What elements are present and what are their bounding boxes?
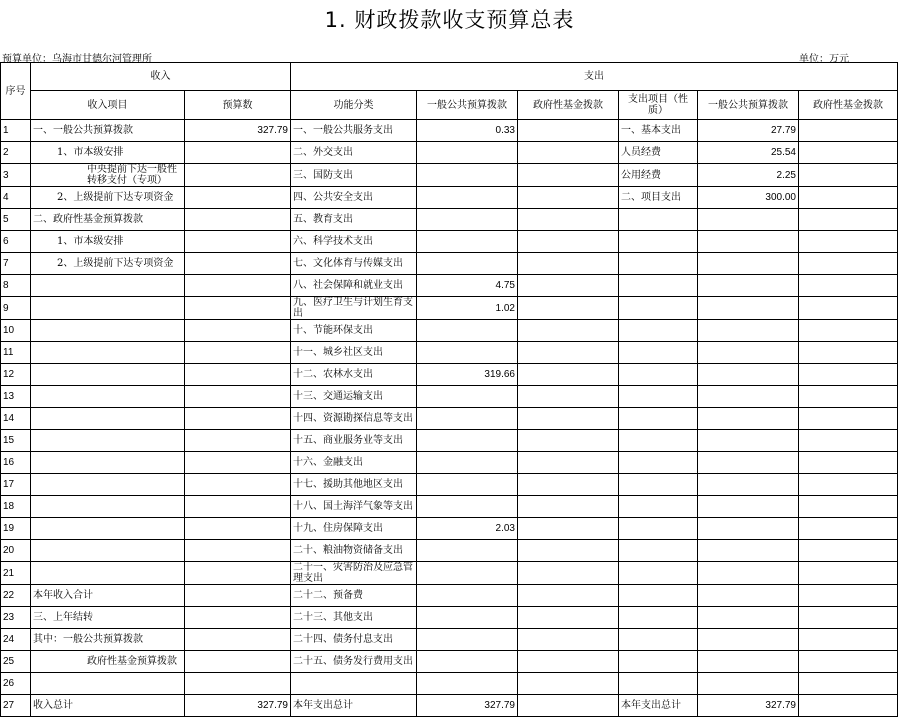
budget-summary-table (0, 62, 898, 717)
cell-income-item: 三、上年结转 (31, 607, 185, 629)
cell-general-public (417, 496, 518, 518)
cell-seq: 19 (1, 518, 31, 540)
cell-exp-nature (619, 297, 698, 320)
cell-gov-fund (518, 297, 619, 320)
cell-general-public-2 (698, 342, 799, 364)
cell-budget-amount: 327.79 (185, 120, 291, 142)
cell-general-public-2 (698, 540, 799, 562)
cell-general-public: 4.75 (417, 275, 518, 297)
cell-income-item (31, 474, 185, 496)
cell-gov-fund-2 (799, 209, 898, 231)
header-exp-item-nature: 支出项目（性质） (619, 91, 698, 120)
table-header (1, 63, 898, 120)
cell-exp-nature (619, 231, 698, 253)
cell-general-public: 319.66 (417, 364, 518, 386)
cell-gov-fund-2 (799, 275, 898, 297)
cell-general-public (417, 209, 518, 231)
cell-seq: 13 (1, 386, 31, 408)
cell-gov-fund-2 (799, 518, 898, 540)
table-row (1, 320, 898, 342)
header-budget-amount: 预算数 (185, 91, 291, 120)
cell-gov-fund (518, 275, 619, 297)
cell-general-public (417, 430, 518, 452)
cell-general-public (417, 408, 518, 430)
cell-seq: 23 (1, 607, 31, 629)
cell-exp-nature (619, 673, 698, 695)
cell-general-public-2 (698, 496, 799, 518)
cell-budget-amount (185, 562, 291, 585)
cell-gov-fund (518, 629, 619, 651)
cell-budget-amount (185, 673, 291, 695)
cell-exp-nature (619, 320, 698, 342)
table-row (1, 695, 898, 717)
cell-gov-fund (518, 320, 619, 342)
cell-gov-fund (518, 120, 619, 142)
cell-gov-fund (518, 430, 619, 452)
cell-function-class: 二十二、预备费 (291, 585, 417, 607)
cell-budget-amount (185, 164, 291, 187)
table-row (1, 607, 898, 629)
cell-gov-fund-2 (799, 651, 898, 673)
table-row (1, 275, 898, 297)
cell-exp-nature: 本年支出总计 (619, 695, 698, 717)
cell-general-public-2 (698, 651, 799, 673)
table-row (1, 209, 898, 231)
cell-general-public-2 (698, 452, 799, 474)
cell-budget-amount (185, 629, 291, 651)
cell-function-class: 七、文化体育与传媒支出 (291, 253, 417, 275)
cell-gov-fund-2 (799, 474, 898, 496)
cell-function-class: 二十一、灾害防治及应急管理支出 (291, 562, 417, 585)
table-row (1, 430, 898, 452)
cell-function-class: 十三、交通运输支出 (291, 386, 417, 408)
cell-budget-amount (185, 297, 291, 320)
cell-income-item: 其中：一般公共预算拨款 (31, 629, 185, 651)
cell-function-class: 十四、资源勘探信息等支出 (291, 408, 417, 430)
cell-budget-amount (185, 452, 291, 474)
cell-general-public-2 (698, 430, 799, 452)
page-title: 1. 财政拨款收支预算总表 (324, 8, 575, 32)
cell-gov-fund (518, 364, 619, 386)
cell-general-public-2 (698, 209, 799, 231)
cell-general-public-2 (698, 275, 799, 297)
cell-seq: 12 (1, 364, 31, 386)
cell-budget-amount (185, 342, 291, 364)
cell-budget-amount (185, 430, 291, 452)
cell-gov-fund (518, 540, 619, 562)
cell-function-class: 本年支出总计 (291, 695, 417, 717)
cell-function-class: 十二、农林水支出 (291, 364, 417, 386)
cell-budget-amount (185, 275, 291, 297)
cell-exp-nature (619, 452, 698, 474)
cell-exp-nature (619, 585, 698, 607)
cell-budget-amount (185, 231, 291, 253)
cell-seq: 17 (1, 474, 31, 496)
cell-gov-fund (518, 452, 619, 474)
cell-gov-fund-2 (799, 695, 898, 717)
cell-gov-fund (518, 651, 619, 673)
table-body (1, 120, 898, 717)
cell-exp-nature: 人员经费 (619, 142, 698, 164)
cell-function-class: 二十四、债务付息支出 (291, 629, 417, 651)
cell-function-class: 一、一般公共服务支出 (291, 120, 417, 142)
cell-gov-fund (518, 496, 619, 518)
cell-income-item (31, 297, 185, 320)
budget-unit-label: 预算单位：乌海市甘德尔河管理所 (2, 54, 152, 65)
cell-function-class: 三、国防支出 (291, 164, 417, 187)
cell-general-public-2 (698, 408, 799, 430)
cell-general-public (417, 342, 518, 364)
cell-gov-fund (518, 209, 619, 231)
cell-gov-fund-2 (799, 142, 898, 164)
cell-gov-fund-2 (799, 673, 898, 695)
cell-seq: 1 (1, 120, 31, 142)
cell-income-item: 本年收入合计 (31, 585, 185, 607)
table-row (1, 585, 898, 607)
cell-gov-fund (518, 187, 619, 209)
cell-gov-fund-2 (799, 120, 898, 142)
cell-income-item: 收入总计 (31, 695, 185, 717)
cell-general-public-2 (698, 386, 799, 408)
cell-general-public: 0.33 (417, 120, 518, 142)
cell-exp-nature (619, 386, 698, 408)
cell-general-public-2 (698, 629, 799, 651)
cell-general-public (417, 253, 518, 275)
cell-income-item (31, 275, 185, 297)
cell-seq: 20 (1, 540, 31, 562)
cell-general-public-2 (698, 364, 799, 386)
cell-exp-nature (619, 651, 698, 673)
cell-exp-nature (619, 408, 698, 430)
cell-gov-fund-2 (799, 408, 898, 430)
cell-income-item: 2、上级提前下达专项资金 (31, 187, 185, 209)
cell-exp-nature (619, 474, 698, 496)
cell-general-public (417, 142, 518, 164)
table-row (1, 187, 898, 209)
cell-general-public (417, 540, 518, 562)
header-function-class: 功能分类 (291, 91, 417, 120)
cell-function-class (291, 673, 417, 695)
table-row (1, 496, 898, 518)
table-row (1, 231, 898, 253)
cell-general-public (417, 231, 518, 253)
cell-gov-fund (518, 408, 619, 430)
cell-gov-fund (518, 474, 619, 496)
cell-gov-fund-2 (799, 231, 898, 253)
cell-exp-nature (619, 518, 698, 540)
table-row (1, 164, 898, 187)
cell-income-item (31, 452, 185, 474)
cell-seq: 7 (1, 253, 31, 275)
cell-gov-fund (518, 342, 619, 364)
cell-exp-nature: 二、项目支出 (619, 187, 698, 209)
table-row (1, 120, 898, 142)
cell-income-item (31, 320, 185, 342)
cell-exp-nature (619, 342, 698, 364)
cell-income-item: 中央提前下达一般性转移支付（专项） (31, 164, 185, 187)
cell-function-class: 十八、国土海洋气象等支出 (291, 496, 417, 518)
cell-function-class: 二十三、其他支出 (291, 607, 417, 629)
cell-function-class: 十九、住房保障支出 (291, 518, 417, 540)
cell-exp-nature (619, 253, 698, 275)
cell-income-item: 政府性基金预算拨款 (31, 651, 185, 673)
cell-exp-nature (619, 275, 698, 297)
cell-seq: 8 (1, 275, 31, 297)
cell-general-public-2 (698, 320, 799, 342)
cell-gov-fund-2 (799, 540, 898, 562)
cell-function-class: 二十五、债务发行费用支出 (291, 651, 417, 673)
table-row (1, 342, 898, 364)
cell-function-class: 二十、粮油物资储备支出 (291, 540, 417, 562)
cell-general-public-2 (698, 297, 799, 320)
cell-function-class: 九、医疗卫生与计划生育支出 (291, 297, 417, 320)
table-row (1, 673, 898, 695)
cell-general-public (417, 607, 518, 629)
cell-gov-fund (518, 518, 619, 540)
cell-general-public (417, 585, 518, 607)
cell-seq: 25 (1, 651, 31, 673)
cell-general-public-2: 27.79 (698, 120, 799, 142)
cell-gov-fund (518, 231, 619, 253)
cell-gov-fund (518, 562, 619, 585)
table-row (1, 629, 898, 651)
cell-budget-amount (185, 585, 291, 607)
cell-seq: 4 (1, 187, 31, 209)
cell-general-public-2 (698, 607, 799, 629)
table-row (1, 253, 898, 275)
cell-gov-fund-2 (799, 164, 898, 187)
cell-gov-fund-2 (799, 320, 898, 342)
header-general-public-2: 一般公共预算拨款 (698, 91, 799, 120)
cell-gov-fund-2 (799, 562, 898, 585)
cell-function-class: 六、科学技术支出 (291, 231, 417, 253)
cell-general-public-2 (698, 585, 799, 607)
cell-general-public-2 (698, 518, 799, 540)
cell-gov-fund-2 (799, 430, 898, 452)
cell-gov-fund (518, 253, 619, 275)
cell-exp-nature: 一、基本支出 (619, 120, 698, 142)
cell-gov-fund-2 (799, 297, 898, 320)
table-row (1, 540, 898, 562)
cell-budget-amount (185, 607, 291, 629)
cell-general-public-2 (698, 673, 799, 695)
header-gov-fund: 政府性基金拨款 (518, 91, 619, 120)
cell-seq: 9 (1, 297, 31, 320)
cell-gov-fund (518, 585, 619, 607)
cell-budget-amount (185, 408, 291, 430)
header-seq: 序号 (1, 63, 31, 120)
cell-function-class: 十七、援助其他地区支出 (291, 474, 417, 496)
header-income: 收入 (31, 63, 291, 91)
cell-seq: 27 (1, 695, 31, 717)
cell-gov-fund-2 (799, 253, 898, 275)
cell-income-item (31, 364, 185, 386)
cell-income-item (31, 562, 185, 585)
cell-exp-nature (619, 562, 698, 585)
cell-seq: 18 (1, 496, 31, 518)
table-row (1, 452, 898, 474)
cell-seq: 22 (1, 585, 31, 607)
header-gov-fund-2: 政府性基金拨款 (799, 91, 898, 120)
cell-seq: 16 (1, 452, 31, 474)
cell-gov-fund-2 (799, 386, 898, 408)
cell-function-class: 五、教育支出 (291, 209, 417, 231)
cell-income-item: 1、市本级安排 (31, 231, 185, 253)
table-row (1, 651, 898, 673)
cell-exp-nature (619, 209, 698, 231)
cell-income-item (31, 386, 185, 408)
cell-gov-fund-2 (799, 452, 898, 474)
cell-income-item (31, 430, 185, 452)
cell-function-class: 十五、商业服务业等支出 (291, 430, 417, 452)
cell-exp-nature: 公用经费 (619, 164, 698, 187)
cell-seq: 21 (1, 562, 31, 585)
cell-seq: 24 (1, 629, 31, 651)
cell-income-item (31, 408, 185, 430)
cell-function-class: 四、公共安全支出 (291, 187, 417, 209)
cell-general-public-2 (698, 253, 799, 275)
cell-gov-fund-2 (799, 607, 898, 629)
cell-budget-amount (185, 496, 291, 518)
cell-seq: 3 (1, 164, 31, 187)
cell-exp-nature (619, 540, 698, 562)
table-row (1, 297, 898, 320)
cell-function-class: 十一、城乡社区支出 (291, 342, 417, 364)
cell-seq: 6 (1, 231, 31, 253)
cell-general-public: 2.03 (417, 518, 518, 540)
cell-gov-fund-2 (799, 364, 898, 386)
cell-budget-amount: 327.79 (185, 695, 291, 717)
cell-gov-fund-2 (799, 187, 898, 209)
cell-gov-fund (518, 386, 619, 408)
cell-budget-amount (185, 142, 291, 164)
cell-general-public (417, 452, 518, 474)
cell-gov-fund (518, 607, 619, 629)
cell-seq: 14 (1, 408, 31, 430)
cell-gov-fund (518, 164, 619, 187)
cell-general-public (417, 164, 518, 187)
cell-function-class: 八、社会保障和就业支出 (291, 275, 417, 297)
cell-general-public (417, 187, 518, 209)
cell-budget-amount (185, 540, 291, 562)
cell-general-public-2 (698, 231, 799, 253)
cell-income-item: 2、上级提前下达专项资金 (31, 253, 185, 275)
cell-income-item: 一、一般公共预算拨款 (31, 120, 185, 142)
cell-seq: 15 (1, 430, 31, 452)
cell-gov-fund-2 (799, 496, 898, 518)
cell-general-public-2: 327.79 (698, 695, 799, 717)
cell-function-class: 十、节能环保支出 (291, 320, 417, 342)
cell-gov-fund (518, 673, 619, 695)
table-row (1, 408, 898, 430)
cell-budget-amount (185, 209, 291, 231)
cell-budget-amount (185, 320, 291, 342)
table-row (1, 518, 898, 540)
cell-general-public (417, 629, 518, 651)
cell-general-public: 1.02 (417, 297, 518, 320)
cell-budget-amount (185, 651, 291, 673)
cell-income-item: 1、市本级安排 (31, 142, 185, 164)
table-row (1, 386, 898, 408)
cell-income-item (31, 496, 185, 518)
table-row (1, 474, 898, 496)
cell-income-item (31, 518, 185, 540)
cell-general-public (417, 673, 518, 695)
cell-gov-fund (518, 695, 619, 717)
cell-seq: 26 (1, 673, 31, 695)
cell-exp-nature (619, 430, 698, 452)
cell-general-public (417, 474, 518, 496)
cell-exp-nature (619, 607, 698, 629)
cell-budget-amount (185, 253, 291, 275)
cell-exp-nature (619, 496, 698, 518)
cell-general-public (417, 320, 518, 342)
cell-exp-nature (619, 629, 698, 651)
cell-function-class: 二、外交支出 (291, 142, 417, 164)
cell-gov-fund-2 (799, 585, 898, 607)
currency-unit-label: 单位：万元 (799, 54, 849, 65)
cell-general-public (417, 562, 518, 585)
cell-budget-amount (185, 187, 291, 209)
cell-general-public-2: 300.00 (698, 187, 799, 209)
cell-income-item: 二、政府性基金预算拨款 (31, 209, 185, 231)
cell-general-public-2 (698, 474, 799, 496)
cell-general-public (417, 386, 518, 408)
cell-general-public-2: 2.25 (698, 164, 799, 187)
cell-general-public-2: 25.54 (698, 142, 799, 164)
cell-budget-amount (185, 386, 291, 408)
cell-gov-fund-2 (799, 629, 898, 651)
table-row (1, 562, 898, 585)
table-row (1, 364, 898, 386)
cell-gov-fund (518, 142, 619, 164)
table-row (1, 142, 898, 164)
cell-exp-nature (619, 364, 698, 386)
cell-seq: 11 (1, 342, 31, 364)
cell-seq: 2 (1, 142, 31, 164)
cell-seq: 10 (1, 320, 31, 342)
cell-budget-amount (185, 364, 291, 386)
cell-gov-fund-2 (799, 342, 898, 364)
cell-seq: 5 (1, 209, 31, 231)
cell-income-item (31, 540, 185, 562)
cell-function-class: 十六、金融支出 (291, 452, 417, 474)
cell-budget-amount (185, 474, 291, 496)
header-expense: 支出 (291, 63, 898, 91)
cell-general-public: 327.79 (417, 695, 518, 717)
header-general-public: 一般公共预算拨款 (417, 91, 518, 120)
cell-general-public (417, 651, 518, 673)
cell-income-item (31, 673, 185, 695)
cell-general-public-2 (698, 562, 799, 585)
cell-budget-amount (185, 518, 291, 540)
cell-income-item (31, 342, 185, 364)
header-income-item: 收入项目 (31, 91, 185, 120)
